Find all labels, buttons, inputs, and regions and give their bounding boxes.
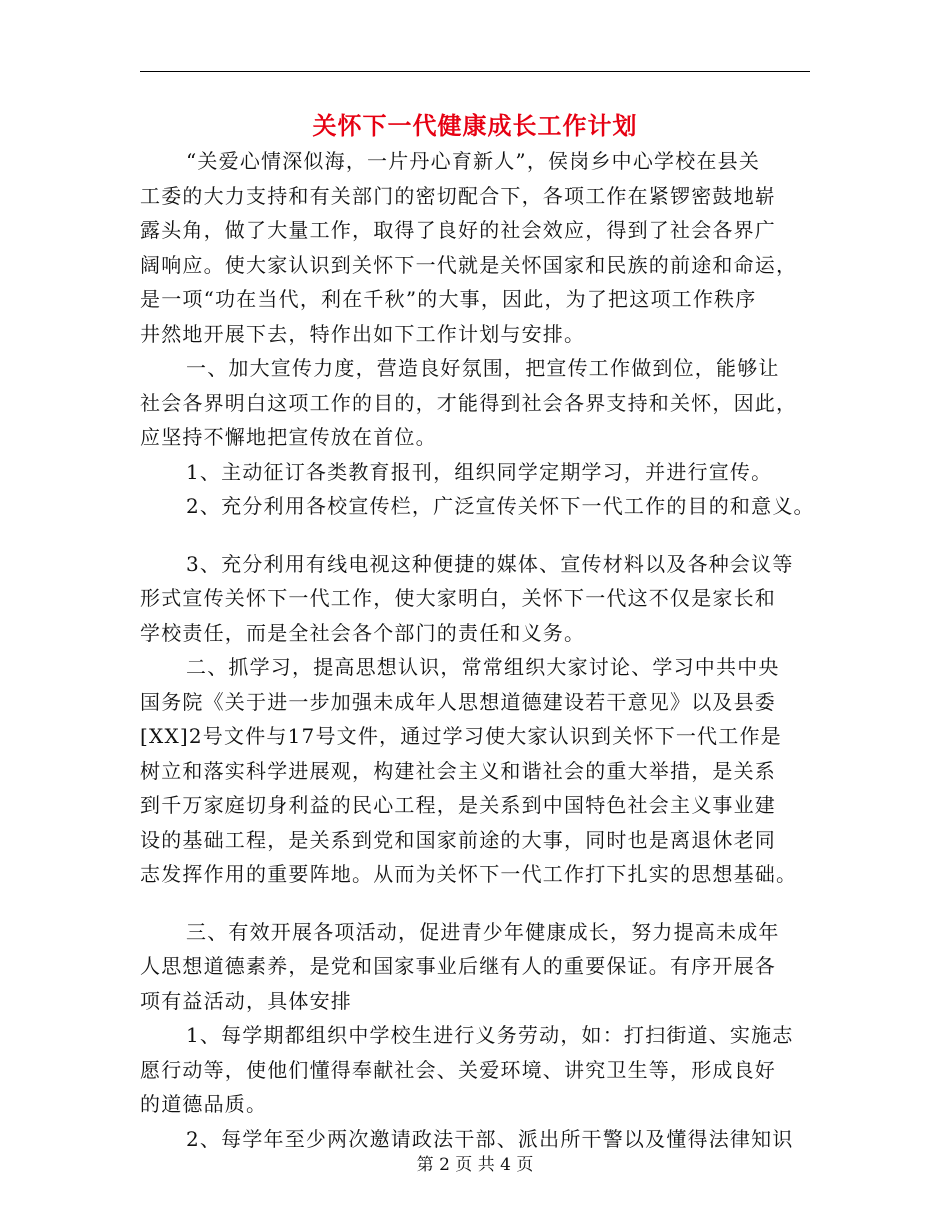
body-line: 社会各界明白这项工作的目的，才能得到社会各界支持和关怀，因此， — [140, 390, 798, 415]
paragraph-gap — [140, 892, 840, 915]
body-line: 1、主动征订各类教育报刊，组织同学定期学习，并进行宣传。 — [186, 459, 773, 484]
body-line: 三、有效开展各项活动，促进青少年健康成长，努力提高未成年 — [186, 919, 780, 944]
document-title: 关怀下一代健康成长工作计划 — [312, 111, 638, 140]
body-line: 的道德品质。 — [140, 1092, 268, 1116]
body-line: 二、抓学习，提高思想认识，常常组织大家讨论、学习中共中央 — [186, 655, 780, 679]
body-line: 一、加大宣传力度，营造良好氛围，把宣传工作做到位，能够让 — [186, 356, 780, 380]
body-line: 2、每学年至少两次邀请政法干部、派出所干警以及懂得法律知识 — [186, 1126, 794, 1151]
body-line: 人思想道德素养，是党和国家事业后继有人的重要保证。有序开展各 — [140, 954, 776, 978]
body-line: [XX]2号文件与17号文件，通过学习使大家认识到关怀下一代工作是 — [140, 724, 782, 748]
body-line: 阔响应。使大家认识到关怀下一代就是关怀国家和民族的前途和命运， — [140, 252, 798, 277]
page-number: 第 2 页 共 4 页 — [416, 1155, 534, 1175]
body-line: 3、充分利用有线电视这种便捷的媒体、宣传材料以及各种会议等 — [186, 551, 794, 576]
body-line: 形式宣传关怀下一代工作，使大家明白，关怀下一代这不仅是家长和 — [140, 586, 776, 610]
body-line: 井然地开展下去，特作出如下工作计划与安排。 — [140, 321, 586, 346]
body-line: 应坚持不懈地把宣传放在首位。 — [140, 425, 437, 449]
body-line: 设的基础工程，是关系到党和国家前途的大事，同时也是离退休老同 — [140, 827, 776, 852]
body-line: “关爱心情深似海，一片丹心育新人”，侯岗乡中心学校在县关 — [186, 149, 761, 173]
body-line: 国务院《关于进一步加强未成年人思想道德建设若干意见》以及县委 — [140, 689, 776, 714]
header-rule — [140, 71, 810, 72]
body-line: 愿行动等，使他们懂得奉献社会、关爱环境、讲究卫生等，形成良好 — [140, 1057, 776, 1082]
body-line: 露头角，做了大量工作，取得了良好的社会效应，得到了社会各界广 — [140, 218, 776, 242]
body-line: 项有益活动，具体安排 — [140, 988, 352, 1013]
body-line: 学校责任，而是全社会各个部门的责任和义务。 — [140, 620, 586, 645]
body-line: 2、充分利用各校宣传栏，广泛宣传关怀下一代工作的目的和意义。 — [186, 494, 815, 518]
body-line: 是一项“功在当代，利在千秋”的大事，因此，为了把这项工作秩序 — [140, 287, 757, 311]
body-line: 到千万家庭切身利益的民心工程，是关系到中国特色社会主义事业建 — [140, 793, 776, 817]
document-body — [140, 144, 840, 1156]
body-line: 1、每学期都组织中学校生进行义务劳动，如：打扫街道、实施志 — [186, 1023, 794, 1047]
paragraph-gap — [140, 524, 840, 547]
body-line: 志发挥作用的重要阵地。从而为关怀下一代工作打下扎实的思想基础。 — [140, 862, 798, 886]
body-line: 工委的大力支持和有关部门的密切配合下，各项工作在紧锣密鼓地崭 — [140, 183, 776, 208]
body-line: 树立和落实科学进展观，构建社会主义和谐社会的重大举措，是关系 — [140, 758, 776, 783]
